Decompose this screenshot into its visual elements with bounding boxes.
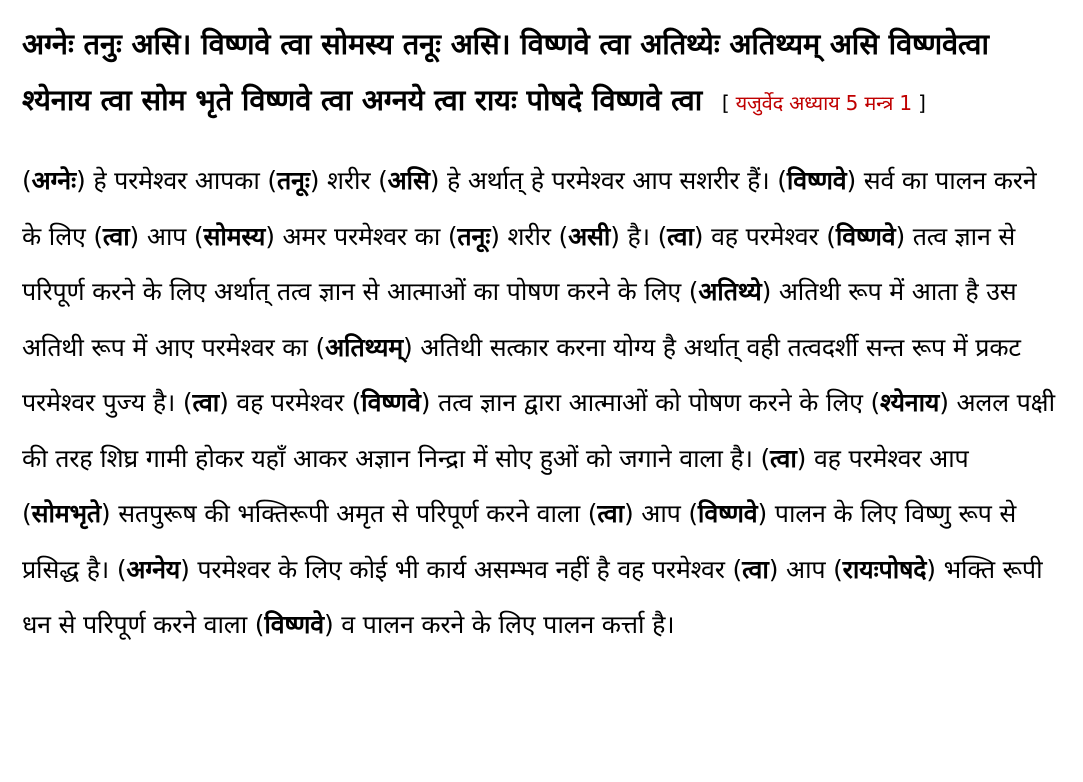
explanation-text: ) व पालन करने के लिए पालन कर्त्ता है। — [323, 610, 675, 639]
explanation-text: ) परमेश्वर के लिए कोई भी कार्य असम्भव नहीं है वह परमेश्वर ( — [180, 554, 743, 584]
citation-close-bracket: ] — [918, 91, 926, 115]
citation-reference: यजुर्वेद अध्याय 5 मन्त्र 1 — [735, 91, 912, 115]
mantra-citation — [722, 91, 926, 115]
explanation-text: ) है। ( — [610, 221, 668, 251]
explanation-text: ) अलल पक्षी की तरह शिघ्र गामी होकर यहाँ आकर अज्ञान निन्द्रा में सोए हुओं को जगाने वाला है। ( — [22, 388, 1055, 473]
explanation-text: ) अमर परमेश्वर का ( — [265, 221, 458, 251]
keyword-term: विष्णवे — [264, 610, 324, 639]
keyword-term: तनूः — [457, 221, 491, 251]
sanskrit-mantra — [22, 16, 1063, 131]
explanation-text: ) शरीर ( — [490, 221, 569, 251]
keyword-term: तनूः — [276, 166, 310, 195]
explanation-text: ) आप ( — [623, 499, 698, 528]
explanation-text: ) तत्व ज्ञान से परिपूर्ण करने के लिए अर्थात् तत्व ज्ञान से आत्माओं का पोषण करने के लिए ( — [22, 221, 1016, 306]
keyword-term: त्वा — [742, 554, 769, 584]
keyword-term: विष्णवे — [786, 166, 847, 195]
keyword-term: त्वा — [667, 221, 694, 251]
explanation-text: ) आप ( — [768, 554, 843, 584]
keyword-term: सोमभृते — [31, 499, 101, 528]
keyword-term: विष्णवे — [361, 388, 421, 417]
keyword-term: त्वा — [102, 221, 130, 251]
keyword-term: अग्नेय — [126, 554, 181, 584]
explanation-text: ) वह परमेश्वर ( — [219, 388, 362, 417]
explanation-text: ) सतपुरूष की भक्तिरूपी अमृत से परिपूर्ण करने वाला ( — [100, 499, 598, 528]
keyword-term: असि — [387, 166, 430, 195]
hindi-explanation — [22, 153, 1063, 653]
keyword-term: विष्णवे — [697, 499, 758, 528]
keyword-term: विष्णवे — [835, 221, 896, 251]
explanation-text: ) अतिथी रूप में आता है उस अतिथी रूप में आए परमेश्वर का ( — [22, 277, 1017, 362]
keyword-term: सोमस्य — [203, 221, 266, 251]
explanation-text: ) आप ( — [129, 221, 204, 251]
keyword-term: रायःपोषदे — [842, 554, 927, 584]
keyword-term: श्येनाय — [880, 388, 940, 417]
explanation-text: ) वह परमेश्वर आप ( — [22, 443, 969, 528]
keyword-term: असी — [568, 221, 611, 251]
explanation-text: ) तत्व ज्ञान द्वारा आत्माओं को पोषण करने के लिए ( — [420, 388, 881, 417]
explanation-text: ) हे अर्थात् हे परमेश्वर आप सशरीर हैं। ( — [429, 166, 787, 195]
explanation-text: ) भक्ति रूपी धन से परिपूर्ण करने वाला ( — [22, 554, 1043, 639]
keyword-term: अतिथ्यम् — [325, 332, 403, 362]
explanation-text: ( — [22, 166, 32, 195]
mantra-text: अग्नेः तनुः असि। विष्णवे त्वा सोमस्य तनूः असि। विष्णवे त्वा अतिथ्येः अतिथ्यम् असि विष्णवेत्वा श्येनाय त्वा सोम भृते विष्णवे त्वा अग्नये त्वा रायः पोषदे विष्णवे त्वा — [22, 27, 989, 117]
keyword-term: त्वा — [192, 388, 220, 417]
keyword-term: त्वा — [597, 499, 624, 528]
citation-open-bracket: [ — [721, 91, 730, 115]
explanation-text: ) वह परमेश्वर ( — [693, 221, 836, 251]
explanation-text: ) हे परमेश्वर आपका ( — [76, 166, 277, 195]
keyword-term: अतिथ्ये — [698, 277, 762, 306]
explanation-text: ) पालन के लिए विष्णु रूप से प्रसिद्ध है। ( — [22, 499, 1017, 584]
explanation-text: ) शरीर ( — [309, 166, 388, 195]
explanation-text: ) सर्व का पालन करने के लिए ( — [22, 166, 1037, 251]
explanation-text: ) अतिथी सत्कार करना योग्य है अर्थात् वही तत्वदर्शी सन्त रूप में प्रकट परमेश्वर पुज्य है। ( — [22, 332, 1021, 417]
keyword-term: त्वा — [770, 443, 797, 473]
keyword-term: अग्नेः — [31, 166, 77, 195]
